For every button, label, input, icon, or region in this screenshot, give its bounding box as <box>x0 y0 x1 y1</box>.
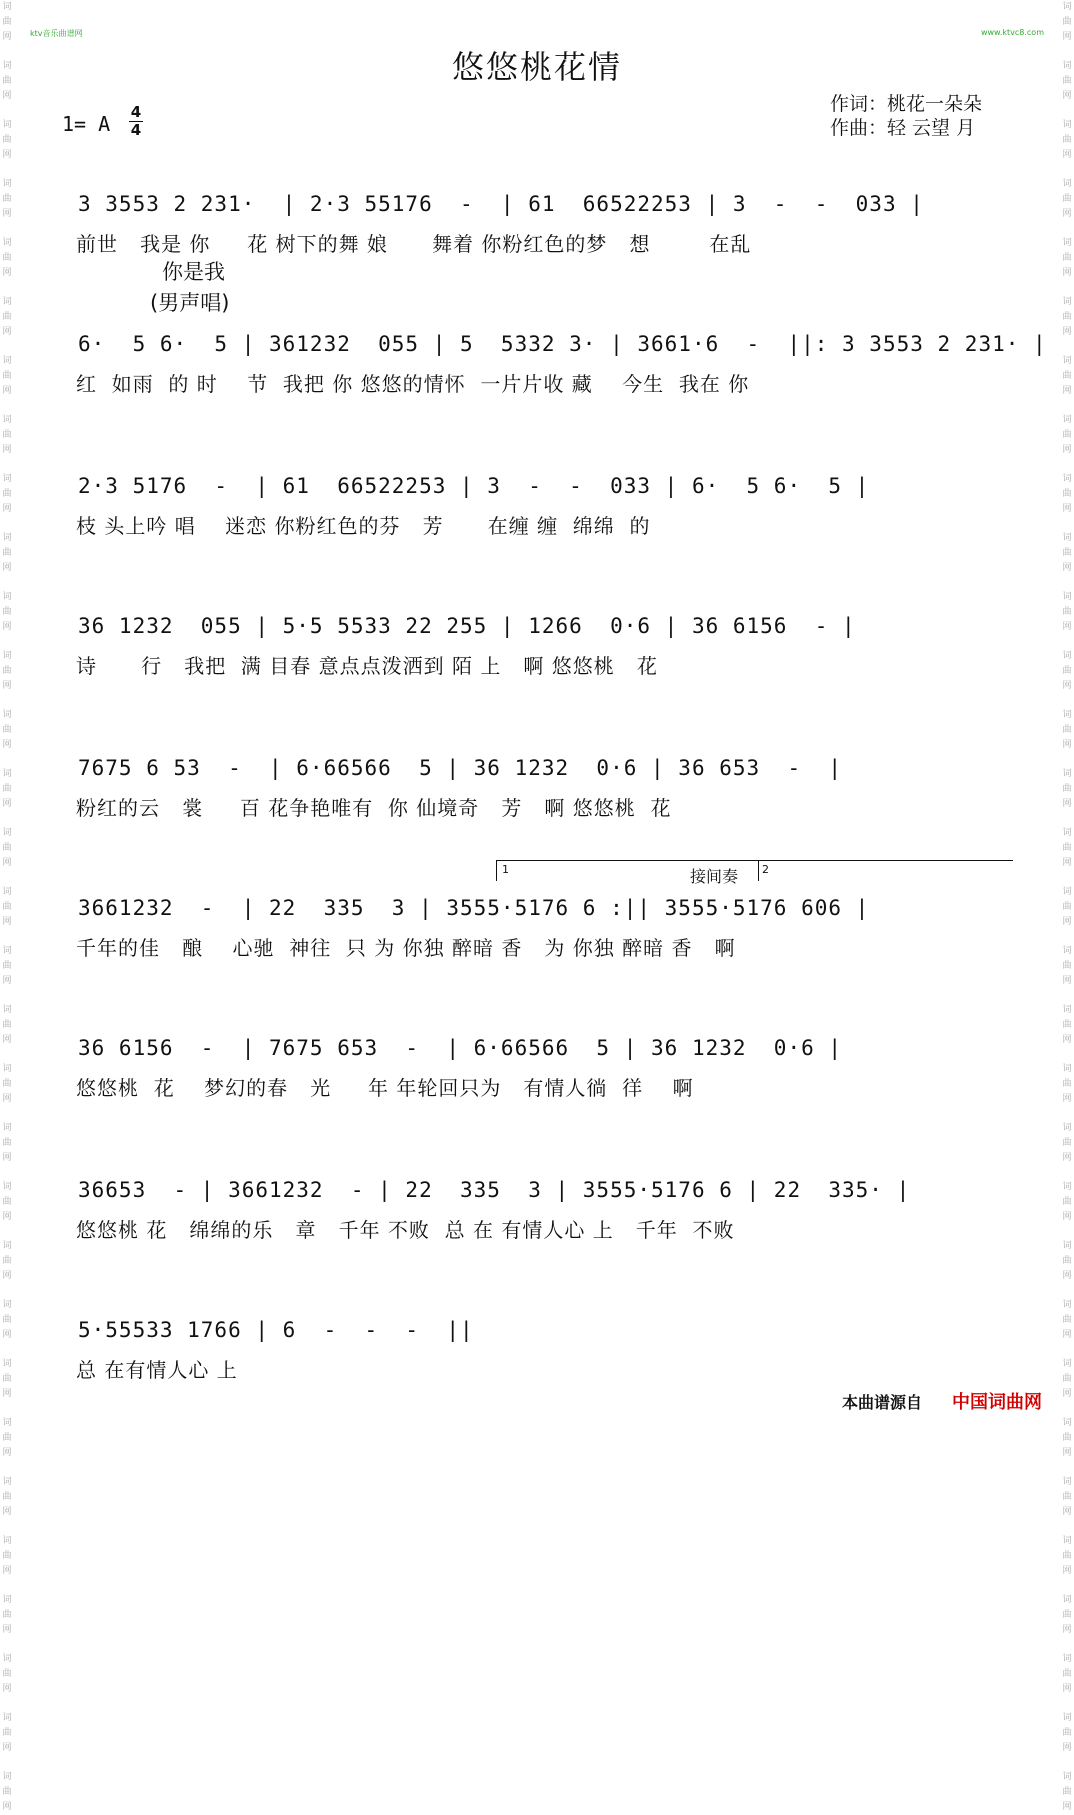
source-site-link[interactable]: 中国词曲网 <box>952 1392 1042 1413</box>
side-mark: 词 曲 网 <box>1062 1536 1072 1576</box>
side-mark: 词 曲 网 <box>2 297 12 337</box>
lyrics: 枝 头上吟 唱 迷恋 你粉红色的芬 芳 在缠 缠 绵绵 的 <box>76 514 651 538</box>
watermark-left: ktv音乐曲谱网 <box>30 29 83 38</box>
side-mark: 词 曲 网 <box>1062 2 1072 42</box>
side-mark: 词 曲 网 <box>1062 1418 1072 1458</box>
side-mark: 词 曲 网 <box>1062 1772 1072 1812</box>
side-mark: 词 曲 网 <box>2 474 12 514</box>
side-mark: 词 曲 网 <box>1062 1300 1072 1340</box>
side-watermark-left <box>0 0 14 1815</box>
notation: 36653 - | 3661232 - | 22 335 3 | 3555·5176 6 | 22 335· | <box>78 1178 911 1202</box>
side-mark: 词 曲 网 <box>1062 1359 1072 1399</box>
side-mark: 词 曲 网 <box>1062 1713 1072 1753</box>
side-mark: 词 曲 网 <box>2 1005 12 1045</box>
time-signature <box>128 104 144 139</box>
side-mark: 词 曲 网 <box>2 415 12 455</box>
side-mark: 词 曲 网 <box>2 1418 12 1458</box>
notation: 3 3553 2 231· | 2·3 55176 - | 61 66522253 | 3 - - 033 | <box>78 192 924 216</box>
side-mark: 词 曲 网 <box>1062 769 1072 809</box>
lyrics: 红 如雨 的 时 节 我把 你 悠悠的情怀 一片片收 藏 今生 我在 你 <box>76 372 750 396</box>
notation: 2·3 5176 - | 61 66522253 | 3 - - 033 | 6· 5 6· 5 | <box>78 474 870 498</box>
side-mark: 词 曲 网 <box>1062 651 1072 691</box>
notation: 36 1232 055 | 5·5 5533 22 255 | 1266 0·6 | 36 6156 - | <box>78 614 856 638</box>
volta-bracket <box>496 860 1013 881</box>
side-mark: 词 曲 网 <box>1062 61 1072 101</box>
side-mark: 词 曲 网 <box>2 769 12 809</box>
notation: 3661232 - | 22 335 3 | 3555·5176 6 :|| 3555·5176 606 | <box>78 896 870 920</box>
key-signature: 1= A <box>62 112 111 136</box>
side-mark: 词 曲 网 <box>1062 533 1072 573</box>
side-mark: 词 曲 网 <box>2 1654 12 1694</box>
side-mark: 词 曲 网 <box>2 61 12 101</box>
side-mark: 词 曲 网 <box>2 1536 12 1576</box>
volta-second: 2 <box>762 863 769 876</box>
notation: 36 6156 - | 7675 653 - | 6·66566 5 | 36 1232 0·6 | <box>78 1036 843 1060</box>
side-mark: 词 曲 网 <box>2 238 12 278</box>
side-mark: 词 曲 网 <box>1062 415 1072 455</box>
side-mark: 词 曲 网 <box>2 887 12 927</box>
side-mark: 词 曲 网 <box>1062 1595 1072 1635</box>
credits <box>830 92 982 140</box>
side-mark: 词 曲 网 <box>2 356 12 396</box>
side-mark: 词 曲 网 <box>2 1300 12 1340</box>
side-mark: 词 曲 网 <box>1062 1182 1072 1222</box>
notation: 6· 5 6· 5 | 361232 055 | 5 5332 3· | 3661·6 - ||: 3 3553 2 231· | <box>78 332 1047 356</box>
side-mark: 词 曲 网 <box>1062 179 1072 219</box>
lyrics: 诗 行 我把 满 目春 意点点泼洒到 陌 上 啊 悠悠桃 花 <box>76 654 658 678</box>
side-mark: 词 曲 网 <box>1062 297 1072 337</box>
side-mark: 词 曲 网 <box>1062 238 1072 278</box>
lyrics: 悠悠桃 花 绵绵的乐 章 千年 不败 总 在 有情人心 上 千年 不败 <box>76 1218 735 1242</box>
side-mark: 词 曲 网 <box>1062 1123 1072 1163</box>
side-mark: 词 曲 网 <box>2 179 12 219</box>
side-mark: 词 曲 网 <box>2 710 12 750</box>
side-watermark-right <box>1060 0 1074 1815</box>
side-mark: 词 曲 网 <box>2 1359 12 1399</box>
volta-right-edge <box>758 861 759 881</box>
composer: 作曲：轻 云望 月 <box>830 117 976 139</box>
side-mark: 词 曲 网 <box>2 1182 12 1222</box>
side-mark: 词 曲 网 <box>2 1595 12 1635</box>
song-title: 悠悠桃花情 <box>451 48 622 86</box>
side-mark: 词 曲 网 <box>2 1064 12 1104</box>
time-top: 4 <box>130 103 142 121</box>
side-mark: 词 曲 网 <box>2 651 12 691</box>
watermark-right: www.ktvc8.com <box>980 28 1044 37</box>
lyrics: 总 在有情人心 上 <box>76 1358 238 1382</box>
side-mark: 词 曲 网 <box>2 1123 12 1163</box>
side-mark: 词 曲 网 <box>2 533 12 573</box>
interlude-label: 接间奏 <box>690 867 739 886</box>
volta-first: 1 <box>502 863 509 876</box>
side-mark: 词 曲 网 <box>1062 887 1072 927</box>
side-mark: 词 曲 网 <box>1062 1241 1072 1281</box>
side-mark: 词 曲 网 <box>2 120 12 160</box>
side-mark: 词 曲 网 <box>1062 1005 1072 1045</box>
side-mark: 词 曲 网 <box>2 1241 12 1281</box>
side-mark: 词 曲 网 <box>1062 1477 1072 1517</box>
side-mark: 词 曲 网 <box>1062 828 1072 868</box>
side-mark: 词 曲 网 <box>2 1477 12 1517</box>
side-mark: 词 曲 网 <box>2 592 12 632</box>
lyricist: 作词：桃花一朵朵 <box>830 93 983 115</box>
lyrics: 悠悠桃 花 梦幻的春 光 年 年轮回只为 有情人徜 徉 啊 <box>76 1076 694 1100</box>
side-mark: 词 曲 网 <box>1062 474 1072 514</box>
side-mark: 词 曲 网 <box>1062 946 1072 986</box>
side-mark: 词 曲 网 <box>1062 592 1072 632</box>
time-bottom: 4 <box>130 121 142 139</box>
source-label: 本曲谱源自 <box>842 1393 923 1412</box>
side-mark: 词 曲 网 <box>2 2 12 42</box>
side-mark: 词 曲 网 <box>2 1772 12 1812</box>
side-mark: 词 曲 网 <box>1062 120 1072 160</box>
lyrics: 粉红的云 裳 百 花争艳唯有 你 仙境奇 芳 啊 悠悠桃 花 <box>76 796 672 820</box>
lyrics: 前世 我是 你 花 树下的舞 娘 舞着 你粉红色的梦 想 在乱 <box>76 232 752 256</box>
lyrics: 千年的佳 酿 心驰 神往 只 为 你独 醉暗 香 为 你独 醉暗 香 啊 <box>76 936 736 960</box>
side-mark: 词 曲 网 <box>2 1713 12 1753</box>
notation: 7675 6 53 - | 6·66566 5 | 36 1232 0·6 | 36 653 - | <box>78 756 843 780</box>
side-mark: 词 曲 网 <box>1062 1654 1072 1694</box>
side-mark: 词 曲 网 <box>2 946 12 986</box>
side-mark: 词 曲 网 <box>1062 1064 1072 1104</box>
extra-lyric: 你是我 <box>162 260 225 284</box>
notation: 5·55533 1766 | 6 - - - || <box>78 1318 474 1342</box>
side-mark: 词 曲 网 <box>1062 356 1072 396</box>
side-mark: 词 曲 网 <box>1062 710 1072 750</box>
side-mark: 词 曲 网 <box>2 828 12 868</box>
volta-left-edge <box>496 861 497 881</box>
male-voice-note: (男声唱) <box>150 291 230 315</box>
